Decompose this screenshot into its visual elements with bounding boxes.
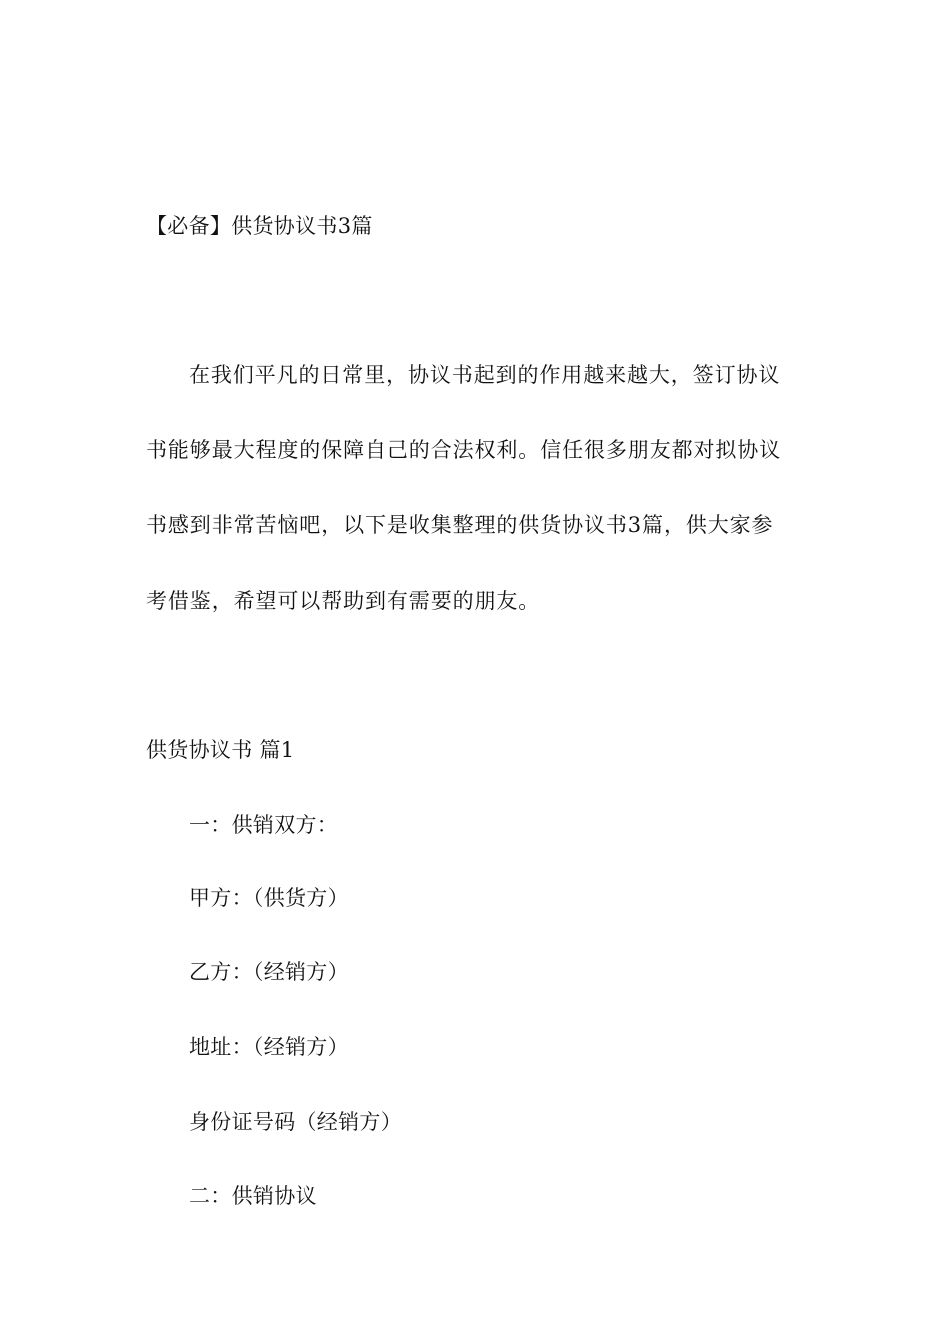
clause-parties: 一：供销双方： xyxy=(189,813,339,837)
clause-agreement: 二：供销协议 xyxy=(189,1184,317,1208)
section-heading: 供货协议书 篇1 xyxy=(146,738,295,762)
intro-line-2: 书能够最大程度的保障自己的合法权利。信任很多朋友都对拟协议 xyxy=(146,438,782,462)
party-a: 甲方：（供货方） xyxy=(189,886,349,910)
party-b: 乙方：（经销方） xyxy=(189,960,349,984)
address-field: 地址：（经销方） xyxy=(189,1035,349,1059)
document-title: 【必备】供货协议书3篇 xyxy=(146,214,373,238)
intro-line-1: 在我们平凡的日常里，协议书起到的作用越来越大，签订协议 xyxy=(189,363,781,387)
intro-line-3: 书感到非常苦恼吧，以下是收集整理的供货协议书3篇，供大家参 xyxy=(146,513,774,537)
id-number-field: 身份证号码（经销方） xyxy=(189,1110,402,1134)
intro-line-4: 考借鉴，希望可以帮助到有需要的朋友。 xyxy=(146,589,541,613)
